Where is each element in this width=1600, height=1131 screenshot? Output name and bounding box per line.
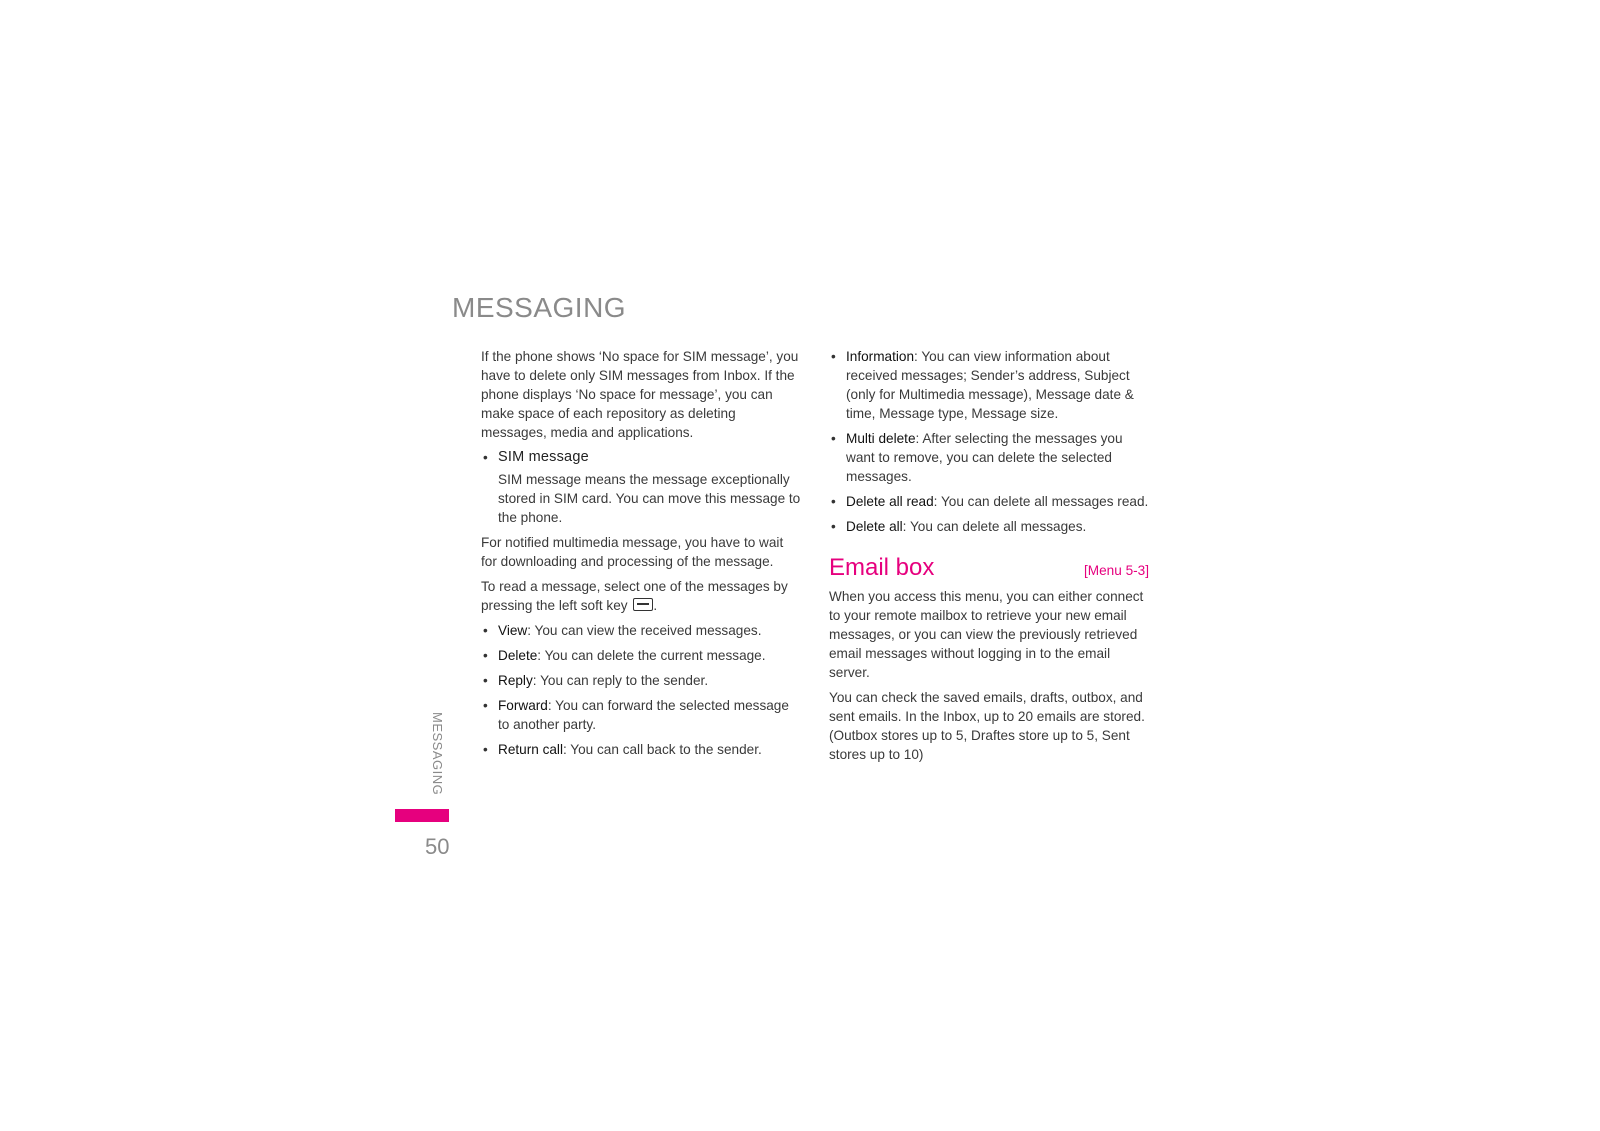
- right-column: [829, 347, 1149, 770]
- read-paragraph: [481, 577, 802, 615]
- option-term: Forward: [498, 698, 548, 713]
- option-description: : You can delete all messages.: [902, 519, 1087, 534]
- intro-paragraph: If the phone shows ‘No space for SIM message’, you have to delete only SIM messages from Inbox. If the phone displays ‘No space for message’, you can make space of each repository as deleting messages, media and applications.: [481, 349, 799, 440]
- option-item-reply: [481, 671, 802, 690]
- bullet-icon: •: [483, 698, 488, 713]
- option-description: : You can reply to the sender.: [532, 673, 709, 688]
- page-title: MESSAGING: [452, 292, 627, 323]
- bullet-icon: •: [483, 450, 488, 465]
- option-description: : After selecting the messages you want to remove, you can delete the selected messages.: [846, 431, 1123, 484]
- sim-message-heading: SIM message: [498, 449, 589, 465]
- bullet-icon: •: [483, 623, 488, 638]
- option-term: Multi delete: [846, 431, 916, 446]
- option-item-delete: [481, 646, 802, 665]
- sim-message-item: [481, 448, 802, 527]
- email-box-title: Email box: [829, 554, 935, 581]
- email-box-menu-ref: [Menu 5-3]: [1084, 563, 1149, 578]
- side-section-label: MESSAGING: [430, 712, 445, 796]
- option-term: Information: [846, 349, 915, 364]
- email-box-paragraph-1: When you access this menu, you can either connect to your remote mailbox to retrieve your new email messages, or you can view the previously retrieved email messages without logging in to the email server.: [829, 589, 1144, 680]
- notified-paragraph: For notified multimedia message, you have to wait for downloading and processing of the message.: [481, 535, 784, 569]
- read-text-end: .: [653, 598, 658, 613]
- option-item-multi-delete: [829, 429, 1149, 486]
- bullet-icon: •: [831, 431, 836, 446]
- bullet-icon: •: [831, 349, 836, 364]
- option-term: Delete: [498, 648, 538, 663]
- option-item-delete-all-read: [829, 492, 1149, 511]
- left-column: [481, 347, 802, 765]
- bullet-icon: •: [483, 673, 488, 688]
- bullet-icon: •: [483, 648, 488, 663]
- email-box-header: [829, 554, 1149, 582]
- option-term: Delete all read: [846, 494, 934, 509]
- option-item-forward: [481, 696, 802, 734]
- bullet-icon: •: [483, 742, 488, 757]
- bullet-icon: •: [831, 519, 836, 534]
- option-term: Delete all: [846, 519, 903, 534]
- side-accent-bar: [395, 809, 449, 822]
- option-description: : You can delete the current message.: [537, 648, 766, 663]
- option-description: : You can view information about received messages; Sender’s address, Subject (only for Multimedia message), Message date & time, Message type, Message size.: [846, 349, 1134, 421]
- option-item-view: [481, 621, 802, 640]
- sim-message-description: SIM message means the message exceptionally stored in SIM card. You can move this message to the phone.: [498, 472, 801, 525]
- bullet-icon: •: [831, 494, 836, 509]
- option-description: : You can view the received messages.: [527, 623, 762, 638]
- email-box-paragraph-2: You can check the saved emails, drafts, outbox, and sent emails. In the Inbox, up to 20 emails are stored. (Outbox stores up to 5, Draftes store up to 5, Sent stores up to 10): [829, 690, 1145, 762]
- option-description: : You can call back to the sender.: [562, 742, 762, 757]
- option-item-information: [829, 347, 1149, 423]
- left-soft-key-icon: [633, 598, 653, 611]
- option-description: : You can forward the selected message to another party.: [498, 698, 789, 732]
- option-term: Return call: [498, 742, 563, 757]
- option-item-delete-all: [829, 517, 1149, 536]
- option-item-return-call: [481, 740, 802, 759]
- page-number: 50: [425, 834, 450, 859]
- option-description: : You can delete all messages read.: [933, 494, 1149, 509]
- read-text: To read a message, select one of the messages by pressing the left soft key: [481, 579, 788, 613]
- option-term: View: [498, 623, 528, 638]
- option-term: Reply: [498, 673, 533, 688]
